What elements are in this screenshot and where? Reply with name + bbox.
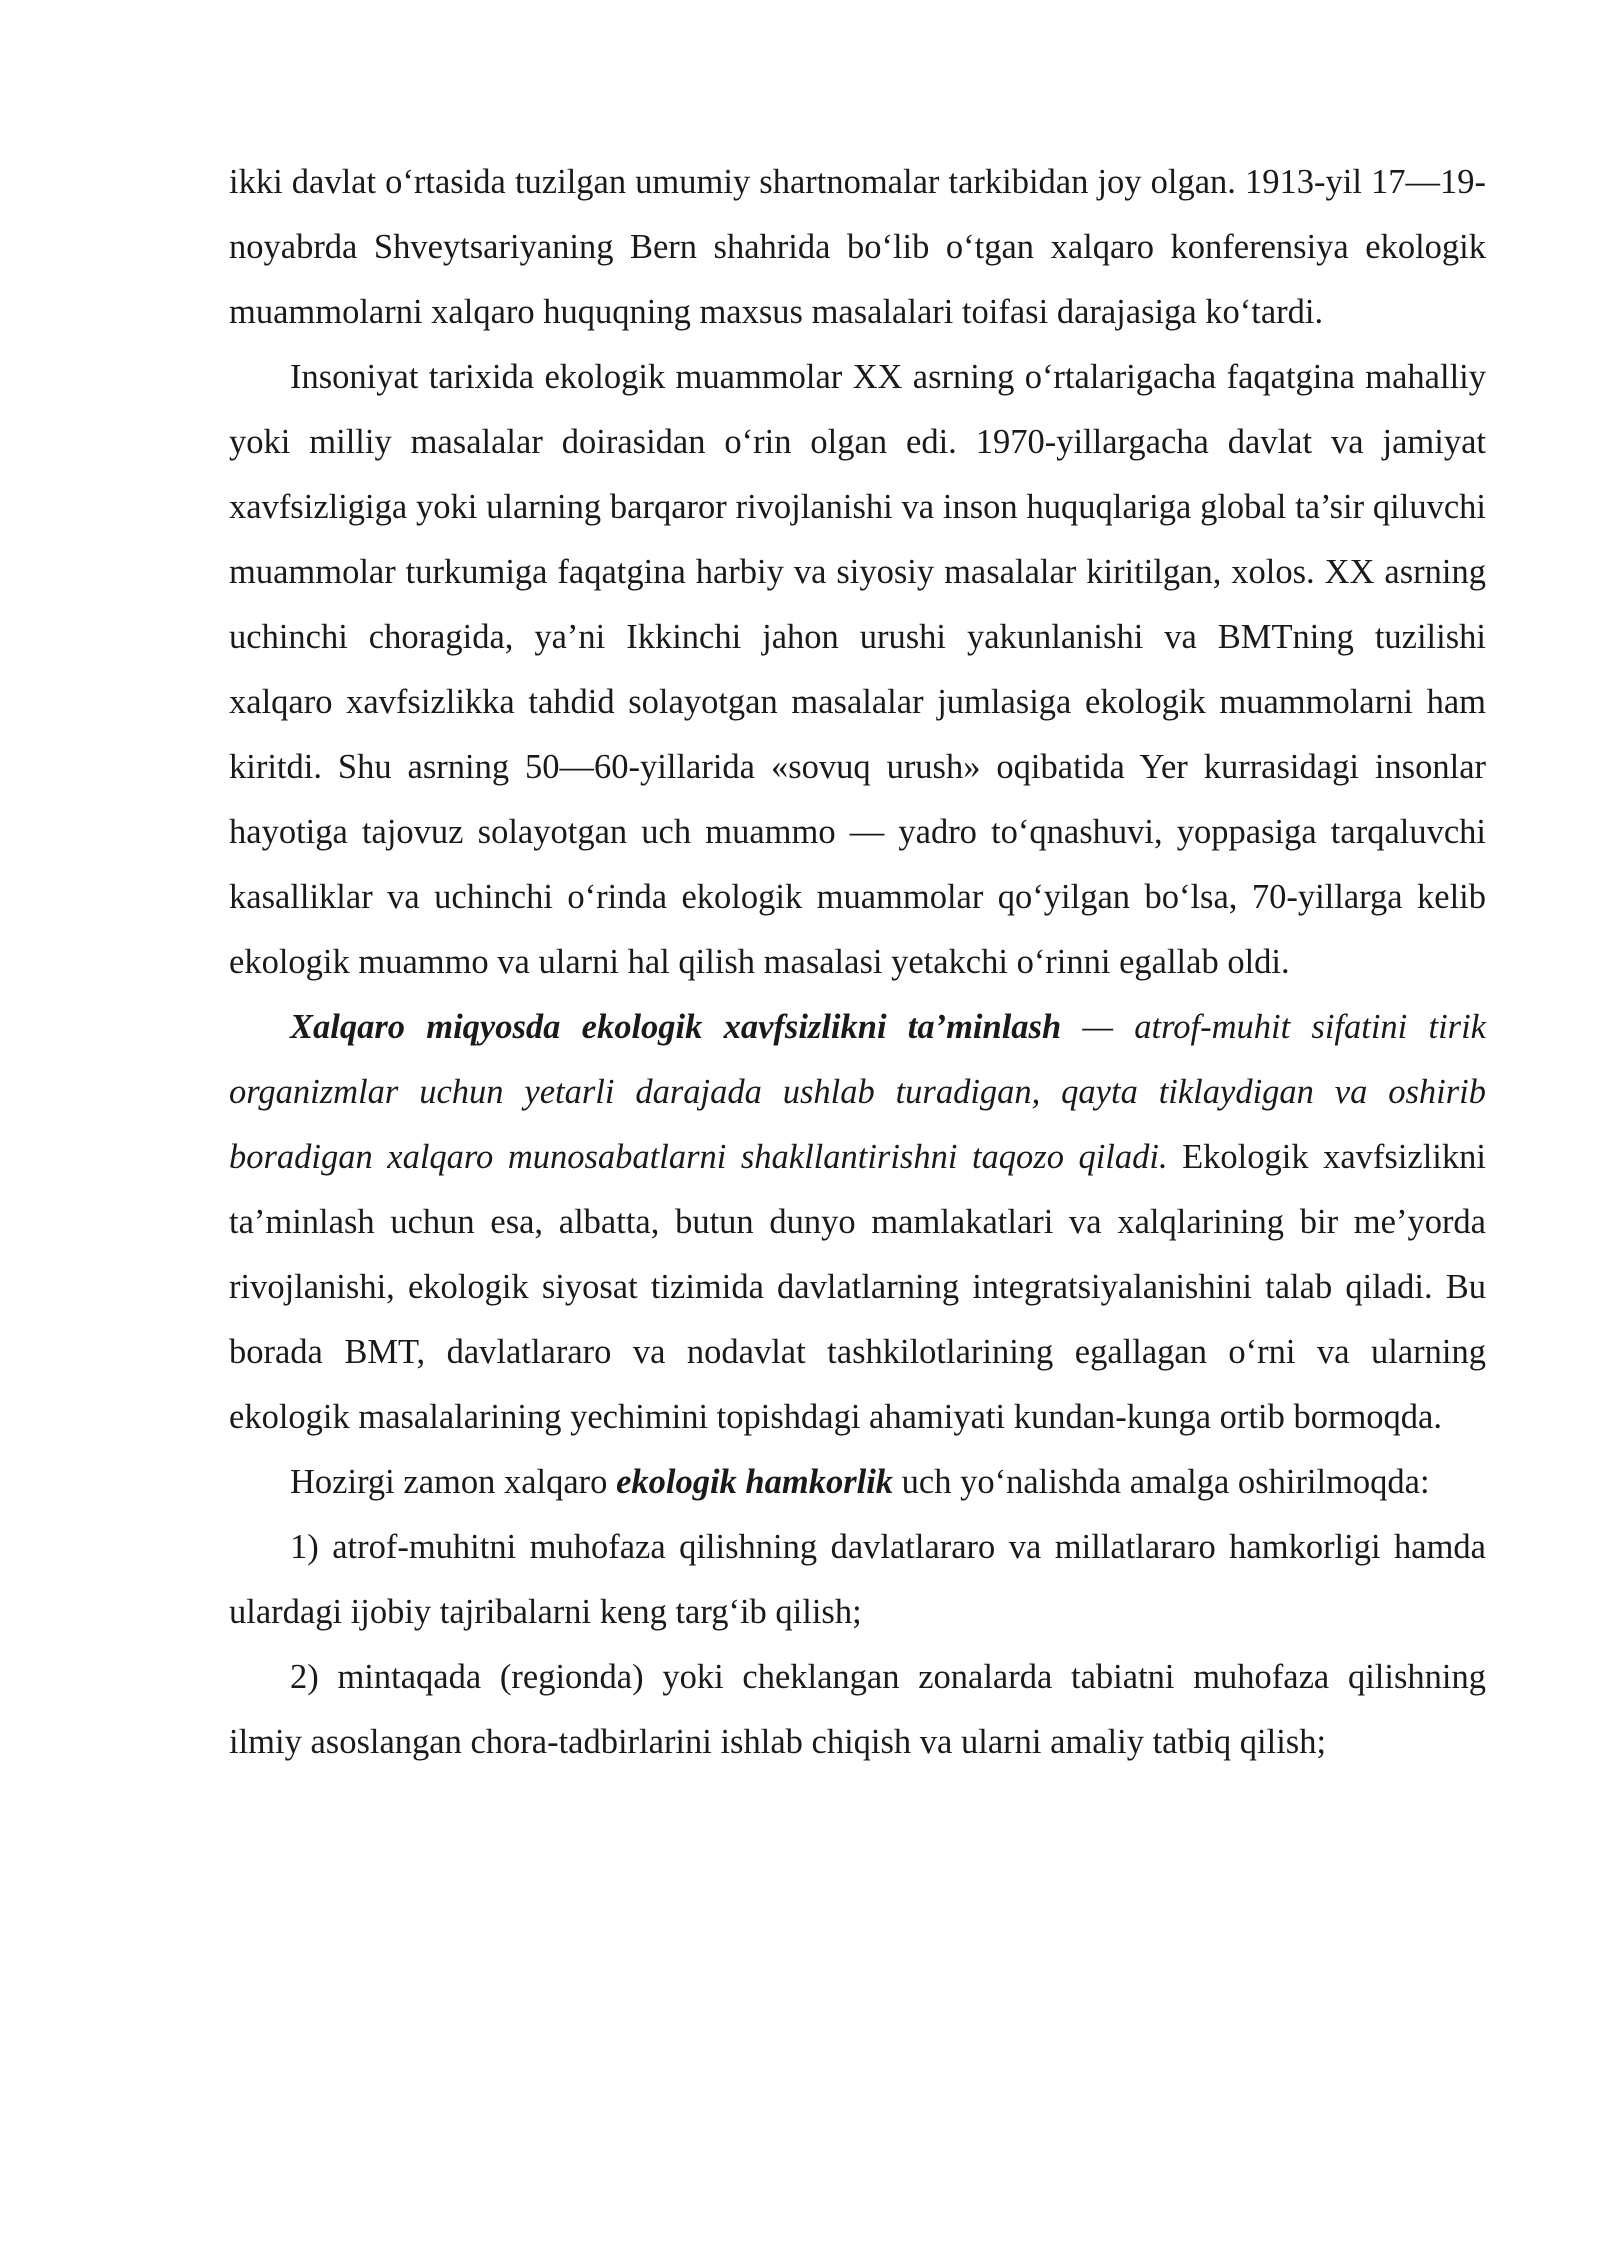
body-text bbox=[229, 150, 1486, 1775]
paragraph-4-start: Hozirgi zamon xalqaro bbox=[290, 1463, 617, 1501]
paragraph-3-rest: Ekologik xavfsizlikni ta’minlash uchun esa, albatta, butun dunyo mamlakatlari va xalqlarining bir me’yorda rivojlanishi, ekologik siyosat tizimida davlatlarning integratsiyalanishini talab qiladi. Bu borada BMT, davlatlararo va nodavlat tashkilotlarining egallagan o‘rni va ularning ekologik masalalarining yechimini topishdagi ahamiyati kundan-kunga ortib bormoqda. bbox=[229, 1138, 1486, 1436]
paragraph-4 bbox=[229, 1450, 1486, 1515]
paragraph-1: ikki davlat o‘rtasida tuzilgan umumiy shartnomalar tarkibidan joy olgan. 1913-yil 17—19-noyabrda Shveytsariyaning Bern shahrida bo‘lib o‘tgan xalqaro konferensiya ekologik muammolarni xalqaro huquqning maxsus masalalari toifasi darajasiga ko‘tardi. bbox=[229, 163, 1486, 331]
definition-text: — atrof-muhit sifatini tirik organizmlar uchun yetarli darajada ushlab turadigan, qayta tiklaydigan va oshirib boradigan xalqaro munosabatlarni shakllantirishni taqozo qiladi. bbox=[229, 1008, 1486, 1176]
paragraph-4-end: uch yo‘nalishda amalga oshirilmoqda: bbox=[893, 1463, 1430, 1501]
definition-term: Xalqaro miqyosda ekologik xavfsizlikni ta’minlash bbox=[290, 1008, 1062, 1046]
list-item-1: 1) atrof-muhitni muhofaza qilishning davlatlararo va millatlararo hamkorligi hamda ulardagi ijobiy tajribalarni keng targ‘ib qilish; bbox=[229, 1528, 1486, 1631]
paragraph-2: Insoniyat tarixida ekologik muammolar XX asrning o‘rtalarigacha faqatgina mahalliy yoki milliy masalalar doirasidan o‘rin olgan edi. 1970-yillargacha davlat va jamiyat xavfsizligiga yoki ularning barqaror rivojlanishi va inson huquqlariga global ta’sir qiluvchi muammolar turkumiga faqatgina harbiy va siyosiy masalalar kiritilgan, xolos. XX asrning uchinchi choragida, ya’ni Ikkinchi jahon urushi yakunlanishi va BMTning tuzilishi xalqaro xavfsizlikka tahdid solayotgan masalalar jumlasiga ekologik muammolarni ham kiritdi. Shu asrning 50—60-yillarida «sovuq urush» oqibatida Yer kurrasidagi insonlar hayotiga tajovuz solayotgan uch muammo — yadro to‘qnashuvi, yoppasiga tarqaluvchi kasalliklar va uchinchi o‘rinda ekologik muammolar qo‘yilgan bo‘lsa, 70-yillarga kelib ekologik muammo va ularni hal qilish masalasi yetakchi o‘rinni egallab oldi. bbox=[229, 358, 1486, 981]
list-item-2: 2) mintaqada (regionda) yoki cheklangan zonalarda tabiatni muhofaza qilishning ilmiy asoslangan chora-tadbirlarini ishlab chiqish va ularni amaliy tatbiq qilish; bbox=[229, 1658, 1486, 1761]
paragraph-3 bbox=[229, 995, 1486, 1450]
cooperation-term: ekologik hamkorlik bbox=[616, 1463, 894, 1501]
